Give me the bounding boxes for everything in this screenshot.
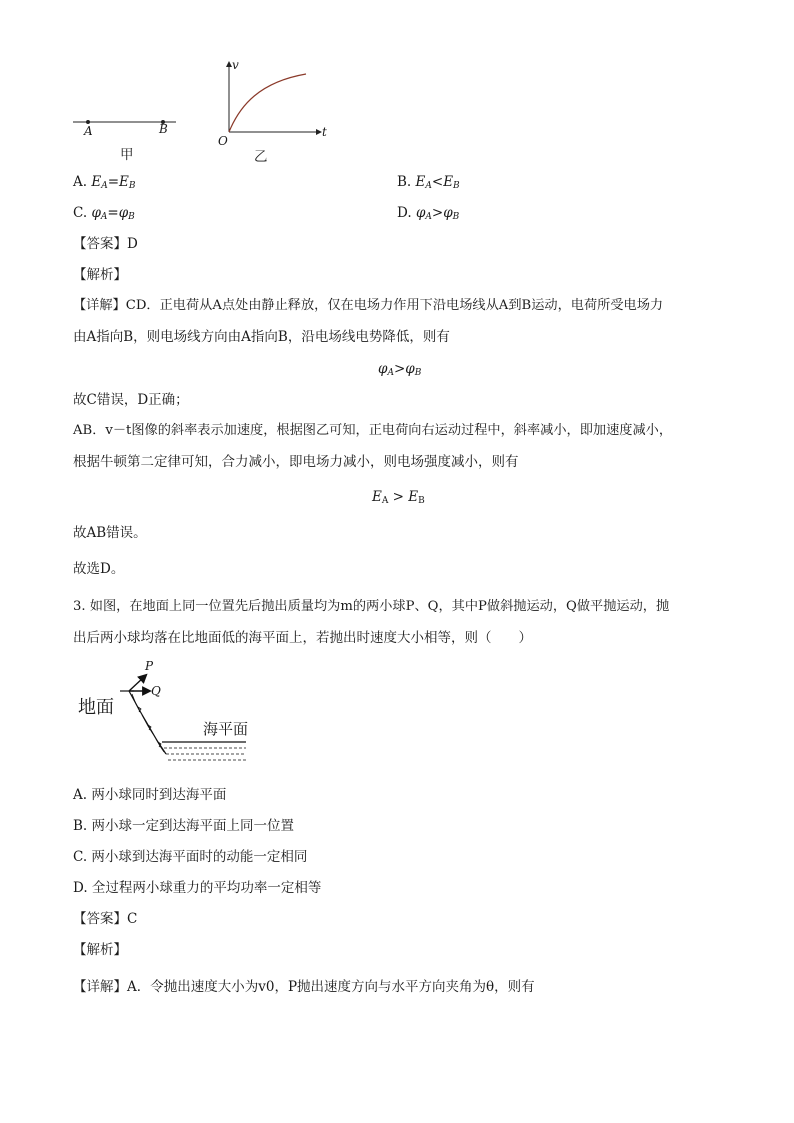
q3-option-d: D. 全过程两小球重力的平均功率一定相等 (73, 880, 322, 896)
q3-analysis-heading: 【解析】 (73, 942, 127, 958)
label-ball-q: Q (151, 684, 161, 698)
arrow-p (129, 677, 144, 691)
q2-detail-line-1: 【详解】CD．正电荷从A点处由静止释放，仅在电场力作用下沿电场线从A到B运动，电荷所受电场力 (73, 298, 664, 313)
q2-answer: 【答案】D (73, 236, 138, 252)
q3-option-b: B. 两小球一定到达海平面上同一位置 (73, 818, 295, 834)
q2-line-7: 故选D。 (73, 561, 125, 577)
q3-detail-line: 【详解】A．令抛出速度大小为v0，P抛出速度方向与水平方向夹角为θ，则有 (73, 979, 535, 995)
label-point-a: A (84, 124, 93, 138)
figure-vt-graph (220, 60, 330, 140)
q3-answer: 【答案】C (73, 911, 138, 927)
q2-option-c: C. $\varphi_A=\varphi_B$ (73, 205, 135, 222)
label-origin: O (218, 134, 228, 148)
label-sea-level: 海平面 (203, 720, 249, 738)
q2-equation-2: EA > EB (372, 489, 425, 506)
q2-line-4: AB．v－t图像的斜率表示加速度，根据图乙可知，正电荷向右运动过程中，斜率减小，即加速度减小， (73, 423, 673, 438)
q2-option-d: D. $\varphi_A>\varphi_B$ (397, 205, 460, 222)
q3-stem-line-1: 3. 如图，在地面上同一位置先后抛出质量均为m的两小球P、Q，其中P做斜抛运动，Q做平抛运动，抛 (73, 599, 670, 614)
q3-stem-line-2: 出后两小球均落在比地面低的海平面上，若抛出时速度大小相等，则（ ） (73, 630, 532, 646)
caption-left: 甲 (120, 147, 134, 163)
q2-option-a: A. $E_A=E_B$ (73, 174, 136, 191)
q2-line-3: 故C错误，D正确； (73, 392, 189, 408)
q2-line-6: 故AB错误。 (73, 525, 147, 541)
q3-option-a: A. 两小球同时到达海平面 (73, 787, 227, 803)
label-ground: 地面 (78, 697, 114, 718)
q2-detail-line-2: 由A指向B，则电场线方向由A指向B，沿电场线电势降低，则有 (73, 329, 450, 345)
caption-right: 乙 (254, 149, 268, 165)
label-axis-v: v (232, 58, 239, 72)
label-point-b: B (159, 122, 168, 136)
q2-option-b: B. $E_A<E_B$ (397, 174, 460, 191)
q2-analysis-heading: 【解析】 (73, 267, 127, 283)
label-axis-t: t (322, 125, 327, 139)
figure-cliff-sea (120, 660, 260, 770)
q2-equation-1: $\varphi_A>\varphi_B$ (378, 361, 422, 378)
label-ball-p: P (145, 659, 154, 673)
q2-line-5: 根据牛顿第二定律可知，合力减小，即电场力减小，则电场强度减小，则有 (73, 454, 519, 470)
vt-curve (229, 74, 306, 132)
q3-option-c: C. 两小球到达海平面时的动能一定相同 (73, 849, 308, 865)
